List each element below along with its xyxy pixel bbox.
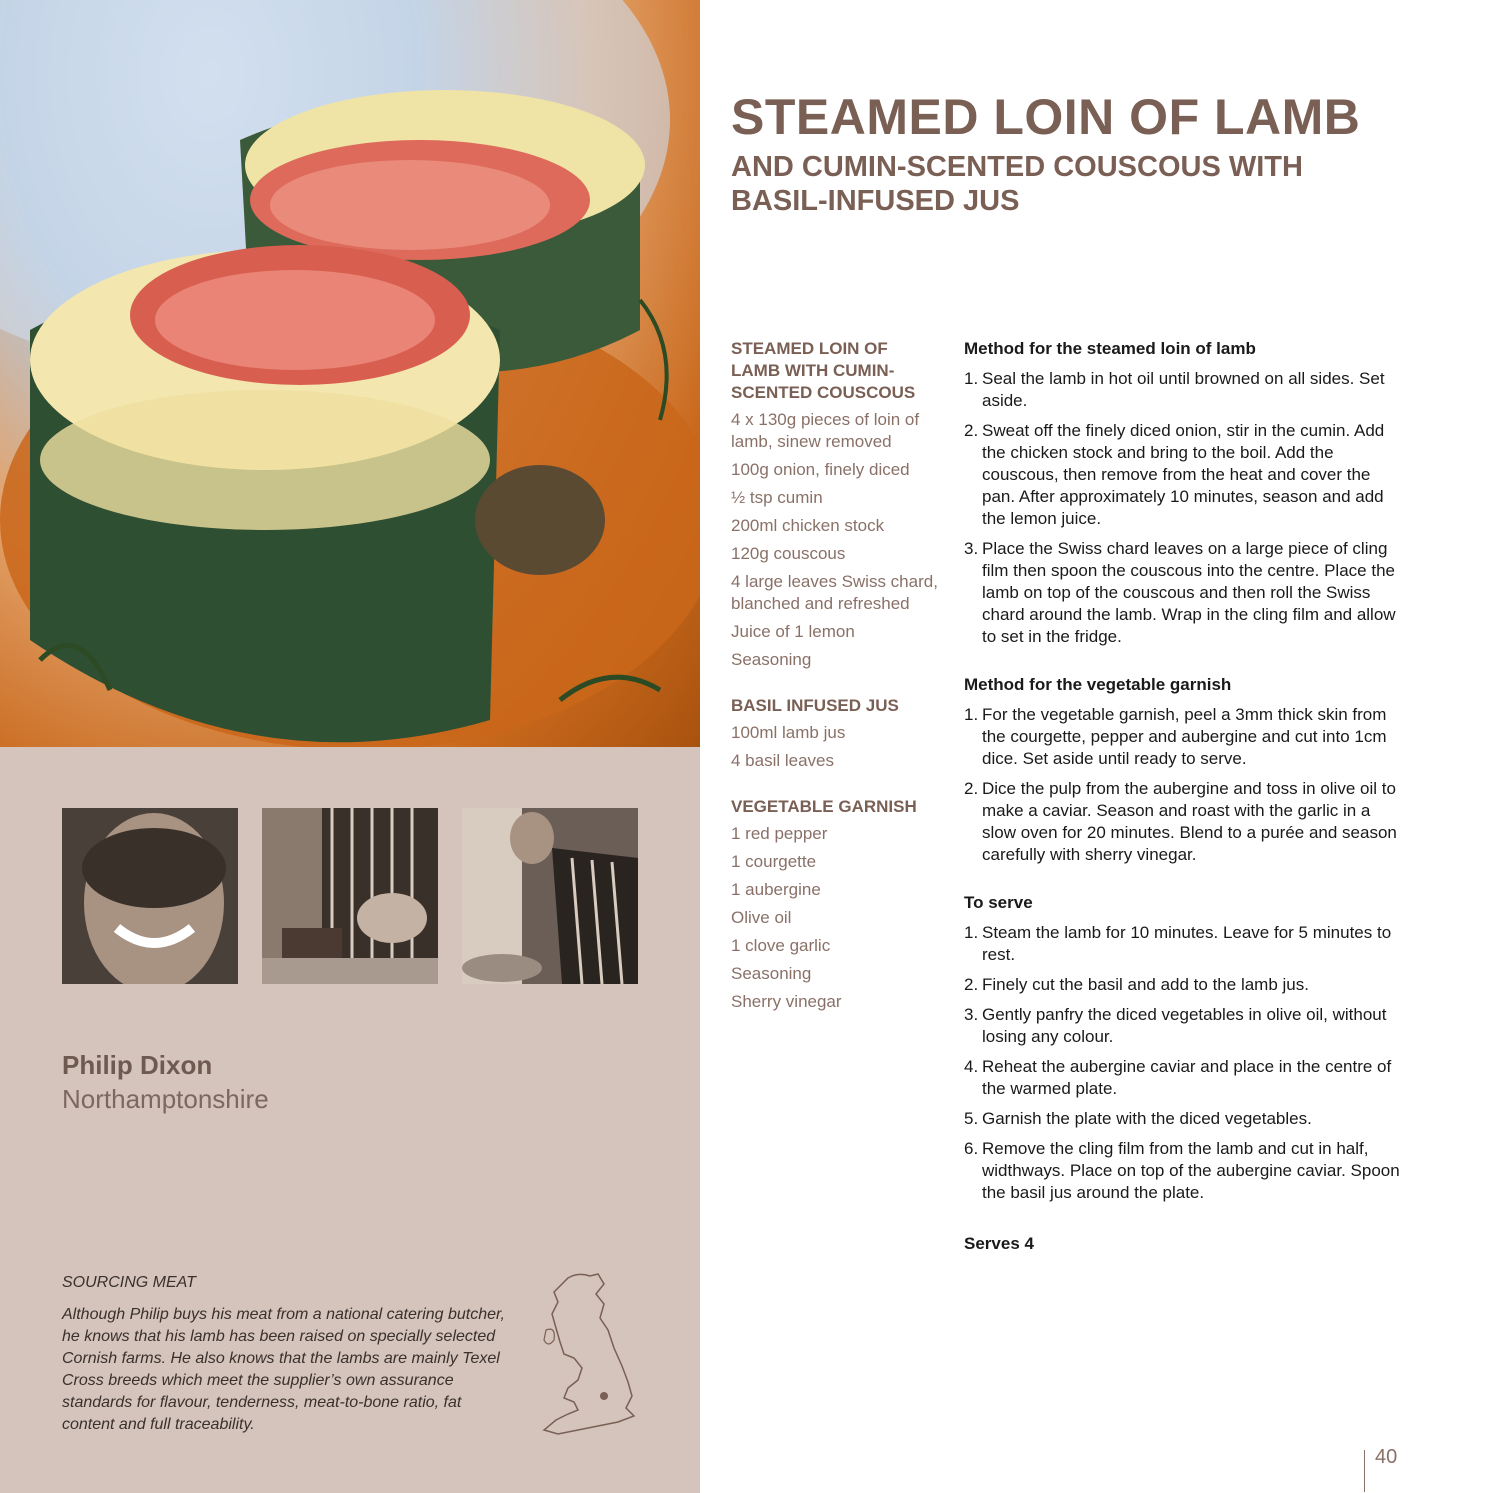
method-step: [964, 778, 1404, 866]
step-number: 1.: [964, 705, 979, 724]
ingredient-item: Olive oil: [731, 908, 792, 927]
chef-region: Northamptonshire: [62, 1084, 269, 1114]
method-step: [964, 538, 1404, 648]
ingredient-group-heading: VEGETABLE GARNISH: [731, 797, 917, 816]
method-section: [964, 338, 1404, 648]
page-number-divider: [1364, 1450, 1365, 1492]
step-number: 2.: [964, 779, 979, 798]
ingredient-item: 1 aubergine: [731, 880, 821, 899]
ingredient-item: Seasoning: [731, 650, 812, 669]
step-text: Gently panfry the diced vegetables in olive oil, without losing any colour.: [982, 1005, 1387, 1046]
ingredient-item: 100g onion, finely diced: [731, 460, 910, 479]
dish-photo: [0, 0, 700, 747]
step-text: Garnish the plate with the diced vegetables.: [982, 1109, 1312, 1128]
ingredient-item: 4 basil leaves: [731, 751, 835, 770]
ingredient-item: 200ml chicken stock: [731, 516, 885, 535]
method-column: [964, 338, 1404, 1254]
step-text: Remove the cling film from the lamb and cut in half, widthways. Place on top of the aubergine caviar. Spoon the basil jus around the plate.: [982, 1139, 1400, 1202]
ingredients-column: [731, 338, 941, 1019]
step-text: Place the Swiss chard leaves on a large piece of cling film then spoon the couscous into the centre. Place the lamb on top of the couscous and then roll the Swiss chard around the lamb. Wrap in the cling film and allow to set in the fridge.: [982, 539, 1396, 646]
method-step: [964, 704, 1404, 770]
ingredient-item: Sherry vinegar: [731, 992, 842, 1011]
method-step: [964, 974, 1404, 996]
method-heading: Method for the vegetable garnish: [964, 675, 1232, 694]
sourcing-text: Although Philip buys his meat from a national catering butcher, he knows that his lamb has been raised on specially selected Cornish farms. He also knows that the lambs are mainly Texel Cross breeds which meet the supplier’s own assurance standards for flavour, tenderness, meat-to-bone ratio, fat content and full traceability.: [62, 1306, 505, 1433]
ingredient-group: [731, 796, 941, 1013]
step-number: 1.: [964, 369, 979, 388]
step-number: 3.: [964, 1005, 979, 1024]
chef-portrait-photo: [62, 808, 238, 984]
method-step: [964, 1056, 1404, 1100]
method-step: [964, 922, 1404, 966]
step-text: Steam the lamb for 10 minutes. Leave for 5 minutes to rest.: [982, 923, 1392, 964]
ingredient-item: Seasoning: [731, 964, 812, 983]
ingredient-item: Juice of 1 lemon: [731, 622, 855, 641]
step-number: 6.: [964, 1139, 979, 1158]
ingredient-group: [731, 695, 941, 772]
ingredient-group: [731, 338, 941, 671]
step-number: 4.: [964, 1057, 979, 1076]
ingredient-item: ½ tsp cumin: [731, 488, 823, 507]
step-number: 5.: [964, 1109, 979, 1128]
chef-hands-photo: [262, 808, 438, 984]
recipe-title: STEAMED LOIN OF LAMB: [731, 89, 1361, 145]
method-step: [964, 368, 1404, 412]
ingredient-group-heading: STEAMED LOIN OF LAMB WITH CUMIN-SCENTED COUSCOUS: [731, 339, 916, 402]
step-text: Sweat off the finely diced onion, stir in the cumin. Add the chicken stock and bring to the boil. Add the couscous, then remove from the heat and cover the pan. After approximately 10 minutes, season and add the lemon juice.: [982, 421, 1385, 528]
method-step: [964, 420, 1404, 530]
step-number: 1.: [964, 923, 979, 942]
ingredient-item: 4 x 130g pieces of loin of lamb, sinew removed: [731, 410, 920, 451]
sourcing-title: SOURCING MEAT: [62, 1274, 196, 1291]
serves-count: Serves 4: [964, 1234, 1034, 1253]
method-step: [964, 1004, 1404, 1048]
method-section: [964, 892, 1404, 1204]
method-heading: To serve: [964, 893, 1033, 912]
step-text: Seal the lamb in hot oil until browned on all sides. Set aside.: [982, 369, 1385, 410]
method-section: [964, 674, 1404, 866]
ingredient-item: 1 clove garlic: [731, 936, 831, 955]
ingredient-item: 1 courgette: [731, 852, 817, 871]
ingredient-item: 100ml lamb jus: [731, 723, 846, 742]
step-text: For the vegetable garnish, peel a 3mm thick skin from the courgette, pepper and aubergine and cut into 1cm dice. Set aside until ready to serve.: [982, 705, 1387, 768]
chef-cooking-photo: [462, 808, 638, 984]
page-number: 40: [1375, 1446, 1398, 1468]
chef-name: Philip Dixon: [62, 1050, 213, 1080]
method-heading: Method for the steamed loin of lamb: [964, 339, 1256, 358]
recipe-subtitle: AND CUMIN-SCENTED COUSCOUS WITH BASIL-INFUSED JUS: [731, 151, 1303, 217]
method-step: [964, 1138, 1404, 1204]
ingredient-item: 4 large leaves Swiss chard, blanched and refreshed: [731, 572, 938, 613]
location-marker-icon: [600, 1392, 608, 1400]
step-number: 2.: [964, 421, 979, 440]
uk-map-icon: [538, 1270, 642, 1436]
step-text: Dice the pulp from the aubergine and toss in olive oil to make a caviar. Season and roast with the garlic in a slow oven for 20 minutes. Blend to a purée and season carefully with sherry vinegar.: [982, 779, 1397, 864]
step-text: Finely cut the basil and add to the lamb jus.: [982, 975, 1309, 994]
step-number: 3.: [964, 539, 979, 558]
ingredient-group-heading: BASIL INFUSED JUS: [731, 696, 899, 715]
ingredient-item: 120g couscous: [731, 544, 846, 563]
step-number: 2.: [964, 975, 979, 994]
left-panel: [0, 0, 700, 1493]
step-text: Reheat the aubergine caviar and place in the centre of the warmed plate.: [982, 1057, 1392, 1098]
method-step: [964, 1108, 1404, 1130]
ingredient-item: 1 red pepper: [731, 824, 828, 843]
